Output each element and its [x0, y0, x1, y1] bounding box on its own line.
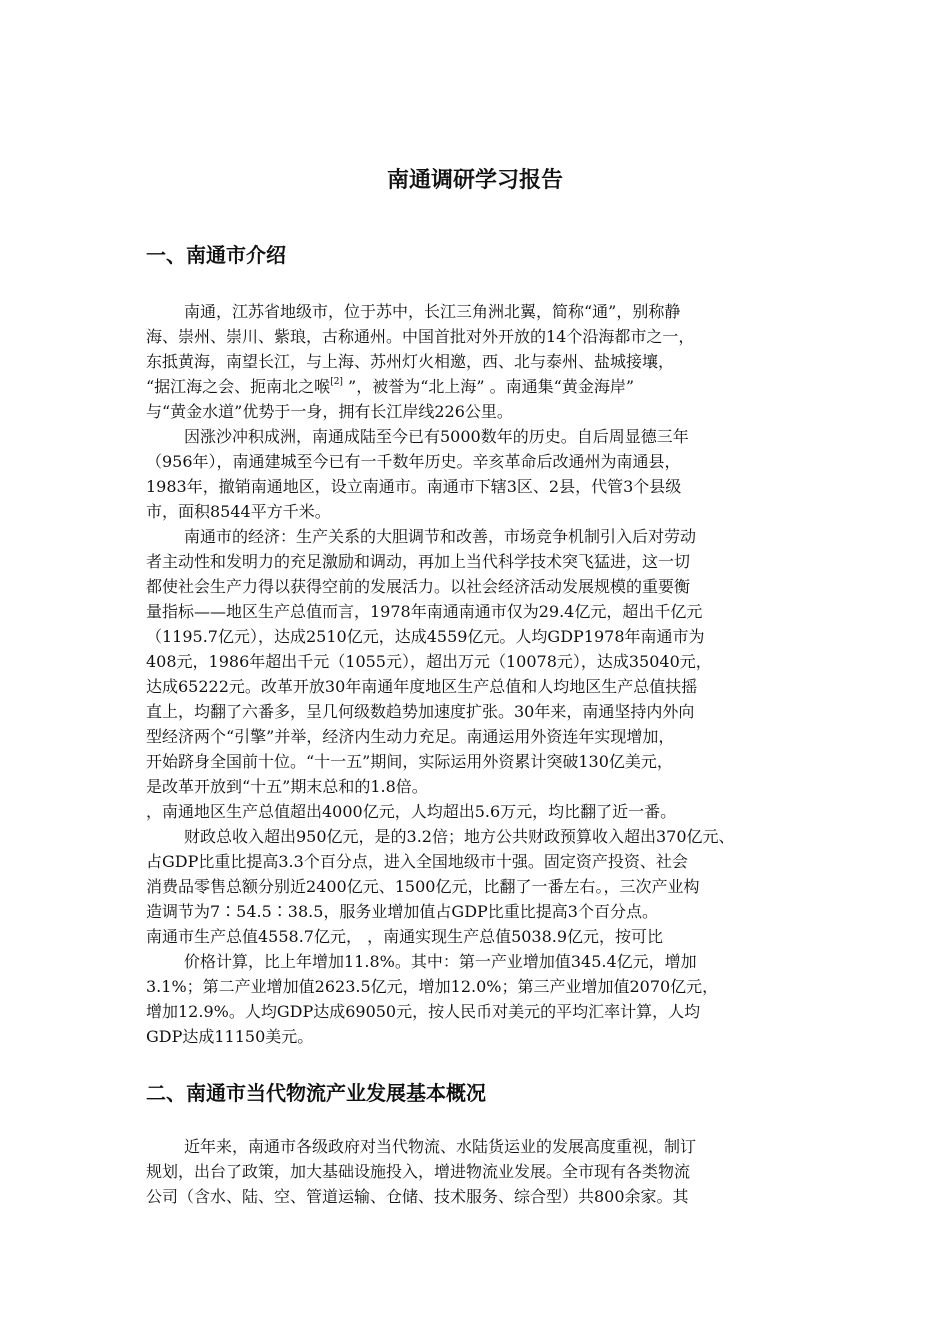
- paragraph-line: 都使社会生产力得以获得空前的发展活力。以社会经济活动发展规模的重要衡: [146, 577, 691, 596]
- paragraph-line: 量指标——地区生产总值而言，1978年南通南通市仅为29.4亿元，超出千亿元: [146, 602, 703, 621]
- section-heading-introduction: 一、南通市介绍: [146, 243, 286, 267]
- paragraph-line: 东抵黄海，南望长江，与上海、苏州灯火相邀，西、北与泰州、盐城接壤，: [146, 352, 675, 371]
- paragraph-line: 1983年，撤销南通地区，设立南通市。南通市下辖3区、2县，代管3个县级: [146, 477, 682, 496]
- paragraph-line: 开始跻身全国前十位。“十一五”期间，实际运用外资累计突破130亿美元，: [146, 752, 673, 771]
- paragraph-line: 408元，1986年超出千元（1055元），超出万元（10078元），达成35040元，: [146, 652, 712, 671]
- paragraph-line: 造调节为7∶54.5∶38.5，服务业增加值占GDP比重比提高3个百分点。: [146, 902, 658, 921]
- section-body-introduction: [146, 299, 812, 1074]
- paragraph-text: “据江海之会、扼南北之喉: [146, 377, 331, 396]
- document-title: 南通调研学习报告: [386, 167, 563, 193]
- paragraph-line: 者主动性和发明力的充足激励和调动，再加上当代科学技术突飞猛进，这一切: [146, 552, 691, 571]
- paragraph-line: 与“黄金水道”优势于一身，拥有长江岸线226公里。: [146, 402, 513, 421]
- paragraph-line: GDP达成11150美元。: [146, 1027, 314, 1046]
- reference-marker[interactable]: [2]: [330, 377, 343, 387]
- paragraph-line: 南通市生产总值4558.7亿元， ，南通实现生产总值5038.9亿元，按可比: [146, 927, 664, 946]
- paragraph-line: 因涨沙冲积成洲，南通成陆至今已有5000数年的历史。自后周显德三年: [184, 427, 689, 446]
- paragraph-line: 价格计算，比上年增加11.8%。其中：第一产业增加值345.4亿元，增加: [184, 952, 697, 971]
- paragraph-line: 消费品零售总额分别近2400亿元、1500亿元，比翻了一番左右。，三次产业构: [146, 877, 700, 896]
- paragraph-line: （956年），南通建城至今已有一千数年历史。辛亥革命后改通州为南通县，: [146, 452, 681, 471]
- paragraph-line: 达成65222元。改革开放30年南通年度地区生产总值和人均地区生产总值扶摇: [146, 677, 698, 696]
- paragraph-line: 公司（含水、陆、空、管道运输、仓储、技术服务、综合型）共800余家。其: [146, 1187, 689, 1206]
- section-body-logistics: [146, 1134, 812, 1209]
- paragraph-line: 型经济两个“引擎”并举，经济内生动力充足。南通运用外资连年实现增加，: [146, 727, 675, 746]
- paragraph-line-with-reference: [146, 374, 812, 399]
- paragraph-line: 近年来，南通市各级政府对当代物流、水陆货运业的发展高度重视，制订: [184, 1137, 697, 1156]
- paragraph-line: （1195.7亿元），达成2510亿元，达成4559亿元。人均GDP1978年南通市为: [146, 627, 705, 646]
- paragraph-line: 市，面积8544平方千米。: [146, 502, 331, 521]
- paragraph-text: ”，被誉为“北上海” 。南通集“黄金海岸”: [342, 377, 635, 396]
- paragraph-line: ，南通地区生产总值超出4000亿元，人均超出5.6万元，均比翻了近一番。: [146, 802, 677, 821]
- section-heading-logistics: 二、南通市当代物流产业发展基本概况: [146, 1081, 486, 1105]
- paragraph-line: 海、崇州、崇川、紫琅，古称通州。中国首批对外开放的14个沿海都市之一，: [146, 327, 695, 346]
- paragraph-line: 直上，均翻了六番多，呈几何级数趋势加速度扩张。30年来，南通坚持内外向: [146, 702, 695, 721]
- paragraph-line: 增加12.9%。人均GDP达成69050元，按人民币对美元的平均汇率计算，人均: [146, 1002, 701, 1021]
- paragraph-line: 南通，江苏省地级市，位于苏中，长江三角洲北翼，简称“通”，别称静: [184, 302, 681, 321]
- paragraph-line: 是改革开放到“十五”期末总和的1.8倍。: [146, 777, 428, 796]
- paragraph-line: 南通市的经济：生产关系的大胆调节和改善，市场竞争机制引入后对劳动: [184, 527, 697, 546]
- paragraph-line: 规划，出台了政策，加大基础设施投入，增进物流业发展。全市现有各类物流: [146, 1162, 691, 1181]
- paragraph-line: [146, 1049, 812, 1074]
- paragraph-line: 3.1%；第二产业增加值2623.5亿元，增加12.0%；第三产业增加值2070亿元，: [146, 977, 719, 996]
- paragraph-line: 占GDP比重比提高3.3个百分点，进入全国地级市十强。固定资产投资、社会: [146, 852, 688, 871]
- paragraph-line: 财政总收入超出950亿元，是的3.2倍；地方公共财政预算收入超出370亿元、: [184, 827, 735, 846]
